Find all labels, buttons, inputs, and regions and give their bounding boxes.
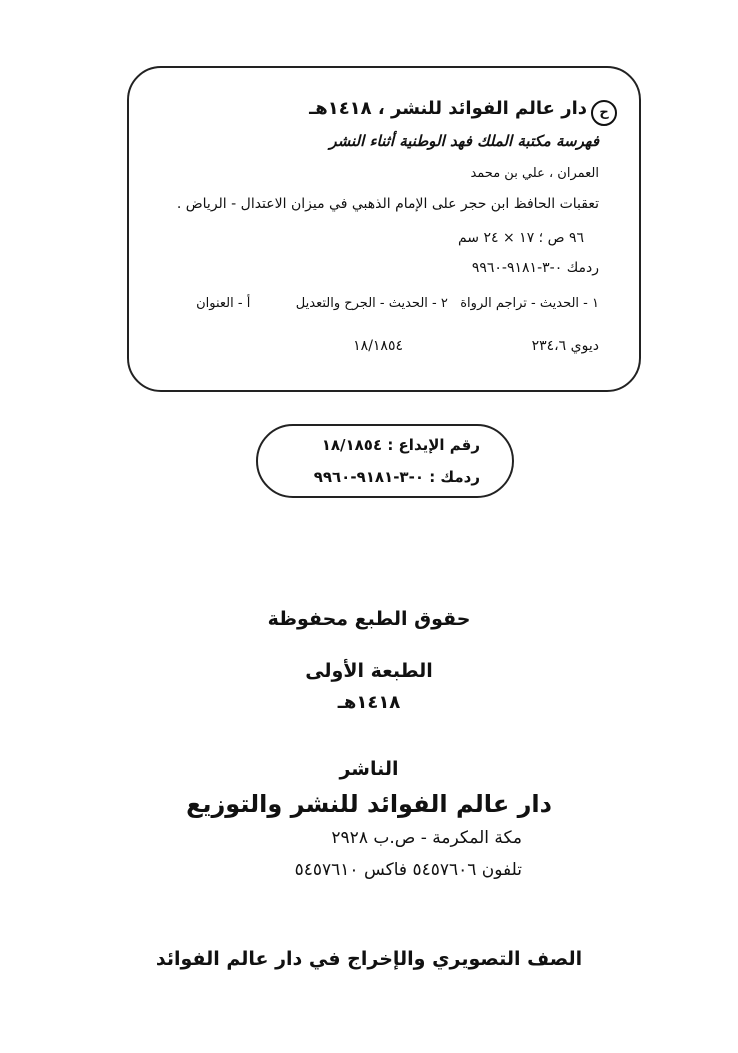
subject-3: أ - العنوان [196,296,251,311]
edition-year: ١٤١٨هـ [337,692,401,713]
pages-info: ٩٦ ص ؛ ١٧ × ٢٤ سم [457,230,584,246]
card-deposit-number: ١٨/١٨٥٤ [353,338,403,354]
classification: ديوي ٢٣٤،٦ [531,338,599,354]
deposit-number: رقم الإيداع : ١٨/١٨٥٤ [321,436,480,454]
publisher-label: الناشر [339,758,399,780]
deposit-box [256,424,514,498]
title-line: تعقبات الحافظ ابن حجر على الإمام الذهبي في ميزان الاعتدال - الرياض . [176,196,599,212]
catalog-heading: فهرسة مكتبة الملك فهد الوطنية أثناء النشر [329,132,599,150]
publisher-phone: تلفون ٥٤٥٧٦٠٦ فاكس ٥٤٥٧٦١٠ [294,860,522,880]
subject-1: ١ - الحديث - تراجم الرواة [460,296,599,311]
publisher-line: دار عالم الفوائد للنشر ، ١٤١٨هـ [309,98,587,119]
production-credits: الصف التصويري والإخراج في دار عالم الفوائد [155,948,583,970]
subject-2: ٢ - الحديث - الجرح والتعديل [295,296,448,311]
publisher-name: دار عالم الفوائد للنشر والتوزيع [186,790,552,818]
publisher-address: مكة المكرمة - ص.ب ٢٩٢٨ [331,828,522,848]
card-isbn: ردمك ٠-٣-٩١٨١-٩٩٦٠ [471,260,599,276]
copyright-mark: ح [591,100,617,126]
author: العمران ، علي بن محمد [470,166,599,181]
catalog-card [127,66,641,392]
subjects [196,296,599,311]
rights-reserved: حقوق الطبع محفوظة [267,608,471,630]
deposit-isbn: ردمك : ٠-٣-٩١٨١-٩٩٦٠ [313,468,480,486]
edition: الطبعة الأولى [305,660,433,682]
